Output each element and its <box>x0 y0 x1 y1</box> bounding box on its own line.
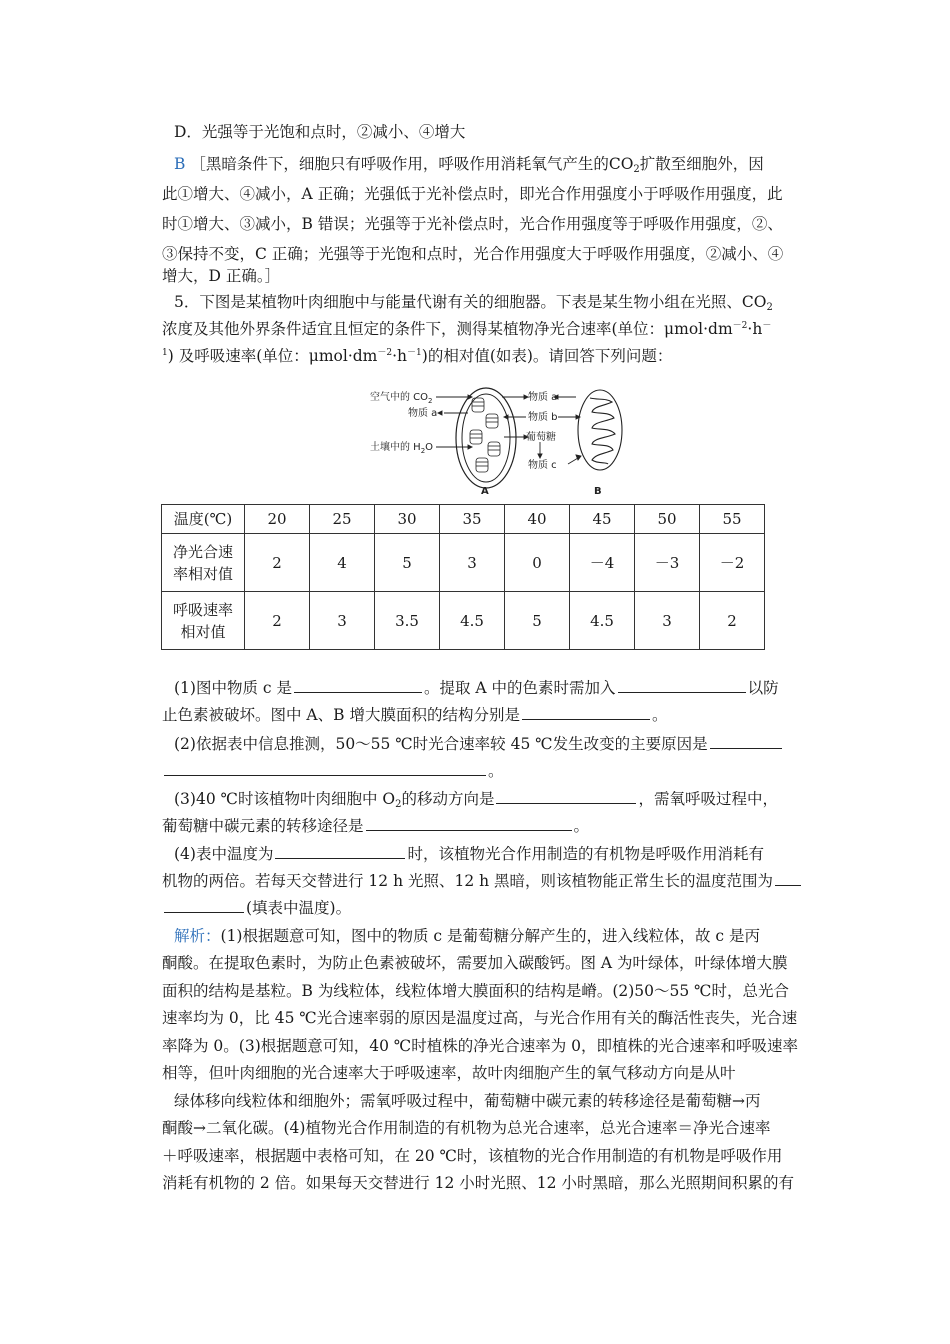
cell: 35 <box>440 505 505 534</box>
answer-blank[interactable] <box>618 677 746 693</box>
analysis-line-5: 率降为 0。(3)根据题意可知，40 ℃时植株的净光合速率为 0，即植株的光合速率和呼吸速率 <box>162 1037 799 1055</box>
answer-line-5: 增大，D 正确。］ <box>162 267 281 285</box>
header-temperature: 温度(℃) <box>162 505 245 534</box>
cell: 2 <box>245 534 310 592</box>
question-5-line-2: 浓度及其他外界条件适宜且恒定的条件下，测得某植物净光合速率(单位：$\mu mol\cdot dm^{-2}\cdot h^-$ <box>162 320 772 338</box>
cell: 3.5 <box>375 592 440 650</box>
analysis-line-10: 消耗有机物的 2 倍。如果每天交替进行 12 小时光照、12 小时黑暗，那么光照期间积累的有 <box>162 1174 794 1192</box>
cell: －3 <box>635 534 700 592</box>
answer-blank[interactable] <box>775 870 801 886</box>
cell: 55 <box>700 505 765 534</box>
answer-blank[interactable] <box>710 733 782 749</box>
analysis-line-9: ＋呼吸速率，根据题中表格可知，在 20 ℃时，该植物的光合作用制造的有机物是呼吸作用 <box>162 1147 783 1165</box>
cell: 5 <box>505 592 570 650</box>
cell: 5 <box>375 534 440 592</box>
cell: 2 <box>700 592 765 650</box>
cell: 2 <box>245 592 310 650</box>
mitochondrion <box>578 390 622 470</box>
q1-line-2: 止色素被破坏。图中 A、B 增大膜面积的结构分别是 。 <box>162 706 668 724</box>
row-net-photosynthesis <box>162 534 765 592</box>
cell: －2 <box>700 534 765 592</box>
analysis-line-4: 速率均为 0，比 45 ℃光合速率弱的原因是温度过高，与光合作用有关的酶活性丧失，光合速 <box>162 1009 798 1027</box>
label-air-co2: 空气中的 $CO_2$ <box>370 392 433 405</box>
q4-line-2: 机物的两倍。若每天交替进行 12 h 光照、12 h 黑暗，则该植物能正常生长的温度范围为 <box>162 870 803 891</box>
cell: 30 <box>375 505 440 534</box>
row-respiration <box>162 592 765 650</box>
cell: 3 <box>310 592 375 650</box>
answer-line-1: B ［黑暗条件下，细胞只有呼吸作用，呼吸作用消耗氧气产生的CO2扩散至细胞外，因 <box>174 155 764 175</box>
analysis-line-7: 绿体移向线粒体和细胞外；需氧呼吸过程中，葡萄糖中碳元素的转移途径是葡萄糖→丙 <box>174 1092 761 1110</box>
label-B: B <box>594 486 602 496</box>
cell: 3 <box>440 534 505 592</box>
analysis-line-6: 相等，但叶肉细胞的光合速率大于呼吸速率，故叶肉细胞产生的氧气移动方向是从叶 <box>162 1064 736 1082</box>
analysis-line-2: 酮酸。在提取色素时，为防止色素被破坏，需要加入碳酸钙。图 A 为叶绿体，叶绿体增大膜 <box>162 954 788 972</box>
label-matter-a-left: 物质 a <box>408 408 438 419</box>
cell: －4 <box>570 534 635 592</box>
answer-line-2: 此①增大、④减小，A 正确；光强低于光补偿点时，即光合作用强度小于呼吸作用强度，此 <box>162 185 783 203</box>
answer-blank[interactable] <box>275 843 405 859</box>
answer-blank[interactable] <box>366 815 572 831</box>
label-soil-h2o: 土壤中的 $H_2O$ <box>370 442 434 455</box>
cell: 45 <box>570 505 635 534</box>
label-matter-b: 物质 b <box>528 412 558 423</box>
header-net-photosynthesis: 净光合速率相对值 <box>162 534 245 592</box>
cell: 40 <box>505 505 570 534</box>
answer-blank[interactable] <box>522 704 650 720</box>
answer-blank[interactable] <box>294 677 422 693</box>
answer-line-3: 时①增大、③减小，B 错误；光强等于光补偿点时，光合作用强度等于呼吸作用强度，②、 <box>162 215 783 233</box>
q3-line-1: (3)40 ℃时该植物叶肉细胞中 O2的移动方向是 ，需氧呼吸过程中， <box>174 790 778 810</box>
answer-blank[interactable] <box>164 760 486 776</box>
header-respiration: 呼吸速率相对值 <box>162 592 245 650</box>
q2-line-2: 。 <box>162 760 504 781</box>
label-A: A <box>481 486 489 496</box>
answer-line-4: ③保持不变，C 正确；光强等于光饱和点时，光合作用强度大于呼吸作用强度，②减小、④ <box>162 245 784 263</box>
cell: 25 <box>310 505 375 534</box>
analysis-line-8: 酮酸→二氧化碳。(4)植物光合作用制造的有机物为总光合速率，总光合速率＝净光合速率 <box>162 1119 771 1137</box>
option-d: D．光强等于光饱和点时，②减小、④增大 <box>174 123 466 141</box>
cell: 0 <box>505 534 570 592</box>
answer-blank[interactable] <box>496 788 636 804</box>
cell: 4.5 <box>570 592 635 650</box>
label-glucose: 葡萄糖 <box>526 432 556 443</box>
cell: 4 <box>310 534 375 592</box>
analysis-label: 解析： <box>174 927 221 945</box>
label-matter-c: 物质 c <box>528 460 557 471</box>
question-5-line-3: $^1$) 及呼吸速率(单位：$\mu mol\cdot dm^{-2}\cdot h^{-1}$)的相对值(如表)。请回答下列问题： <box>162 347 673 365</box>
q2-line-1: (2)依据表中信息推测，50～55 ℃时光合速率较 45 ℃发生改变的主要原因是 <box>174 733 784 754</box>
arrows-right <box>502 395 581 464</box>
question-5-line-1: 5．下图是某植物叶肉细胞中与能量代谢有关的细胞器。下表是某生物小组在光照、CO2 <box>174 293 773 313</box>
analysis-line-1: 解析：(1)根据题意可知，图中的物质 c 是葡萄糖分解产生的，进入线粒体，故 c 是丙 <box>174 927 761 945</box>
data-table <box>161 504 765 650</box>
analysis-line-3: 面积的结构是基粒。B 为线粒体，线粒体增大膜面积的结构是嵴。(2)50～55 ℃时，总光合 <box>162 982 789 1000</box>
cell: 20 <box>245 505 310 534</box>
q1-line-1: (1)图中物质 c 是 。提取 A 中的色素时需加入 以防 <box>174 679 779 697</box>
arrows-left <box>436 395 472 449</box>
q4-line-3: (填表中温度)。 <box>162 897 351 918</box>
row-temperature <box>162 505 765 534</box>
label-matter-a-right: 物质 a <box>528 392 558 403</box>
cell: 4.5 <box>440 592 505 650</box>
organelle-diagram <box>368 384 628 496</box>
chloroplast <box>456 388 516 488</box>
q3-line-2: 葡萄糖中碳元素的转移途径是 。 <box>162 817 590 835</box>
answer-letter: B <box>174 155 186 173</box>
cell: 3 <box>635 592 700 650</box>
answer-blank[interactable] <box>164 897 244 913</box>
q4-line-1: (4)表中温度为 时，该植物光合作用制造的有机物是呼吸作用消耗有 <box>174 845 764 863</box>
cell: 50 <box>635 505 700 534</box>
